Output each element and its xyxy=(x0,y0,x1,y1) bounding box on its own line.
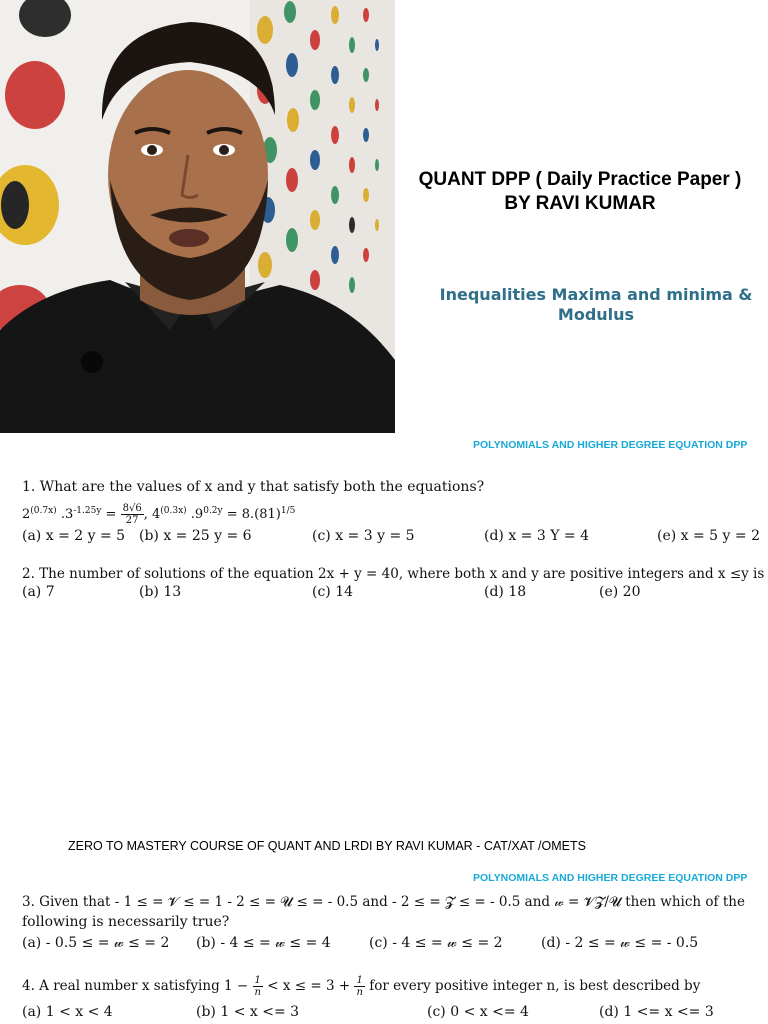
eq-sup: 1/5 xyxy=(280,506,296,516)
section-tag-top: POLYNOMIALS AND HIGHER DEGREE EQUATION DPP xyxy=(473,439,748,451)
q4-text-pre: 4. A real number x satisfying 1 − xyxy=(22,978,249,994)
q4-option-a: (a) 1 < x < 4 xyxy=(22,1004,113,1020)
q1-option-a: (a) x = 2 y = 5 xyxy=(22,528,126,544)
instructor-photo xyxy=(0,0,395,433)
instructor-photo-illustration xyxy=(0,0,395,433)
q2-option-c: (c) 14 xyxy=(312,584,354,600)
q3-option-d: (d) - 2 ≤ = 𝓌 ≤ = - 0.5 xyxy=(541,935,699,951)
frac-denominator: 27 xyxy=(125,515,139,526)
eq-sup: (0.7x) xyxy=(30,506,57,516)
frac-denominator: n xyxy=(356,987,363,998)
q4-option-d: (d) 1 <= x <= 3 xyxy=(599,1004,714,1020)
q2-option-d: (d) 18 xyxy=(484,584,527,600)
q2-option-a: (a) 7 xyxy=(22,584,55,600)
q1-option-e: (e) x = 5 y = 2 xyxy=(657,528,760,544)
q4-fraction-2 xyxy=(354,975,364,998)
q1-option-b: (b) x = 25 y = 6 xyxy=(139,528,252,544)
q4-text-mid: < x ≤ = 3 + xyxy=(267,978,355,994)
title-line-2: BY RAVI KUMAR xyxy=(504,193,656,214)
subtitle-line-2: Modulus xyxy=(557,305,635,324)
question-1-text: 1. What are the values of x and y that satisfy both the equations? xyxy=(22,479,485,495)
q1-option-c: (c) x = 3 y = 5 xyxy=(312,528,415,544)
question-4-text xyxy=(22,975,700,998)
q4-text-post: for every positive integer n, is best described by xyxy=(369,978,701,994)
eq-part: .9 xyxy=(186,507,204,522)
q4-option-b: (b) 1 < x <= 3 xyxy=(196,1004,300,1020)
q1-option-d: (d) x = 3 Y = 4 xyxy=(484,528,589,544)
eq-sup: -1.25y xyxy=(73,506,102,516)
section-tag-bottom: POLYNOMIALS AND HIGHER DEGREE EQUATION DPP xyxy=(473,872,748,884)
frac-numerator: 1 xyxy=(253,975,263,987)
q4-fraction-1 xyxy=(253,975,263,998)
eq-part: = 8.(81) xyxy=(222,507,281,522)
q2-option-b: (b) 13 xyxy=(139,584,182,600)
q4-option-c: (c) 0 < x <= 4 xyxy=(427,1004,529,1020)
frac-numerator: 8√6 xyxy=(122,503,142,514)
q2-option-e: (e) 20 xyxy=(599,584,641,600)
question-2-text: 2. The number of solutions of the equation 2x + y = 40, where both x and y are positive integers and x ≤y is xyxy=(22,566,765,582)
eq-part: = xyxy=(101,507,121,522)
eq-part: 2 xyxy=(22,507,31,522)
eq-part: .3 xyxy=(56,507,74,522)
frac-numerator: 1 xyxy=(354,975,364,987)
q3-option-b: (b) - 4 ≤ = 𝓌 ≤ = 4 xyxy=(196,935,331,951)
topic-subtitle xyxy=(430,285,762,325)
q3-option-c: (c) - 4 ≤ = 𝓌 ≤ = 2 xyxy=(369,935,503,951)
q3-option-a: (a) - 0.5 ≤ = 𝓌 ≤ = 2 xyxy=(22,935,170,951)
course-footer: ZERO TO MASTERY COURSE OF QUANT AND LRDI BY RAVI KUMAR - CAT/XAT /OMETS xyxy=(68,839,586,853)
frac-denominator: n xyxy=(254,987,261,998)
document-title xyxy=(400,168,760,216)
eq-sup: (0.3x) xyxy=(160,506,187,516)
subtitle-line-1: Inequalities Maxima and minima & xyxy=(439,285,753,304)
eq-sup: 0.2y xyxy=(203,506,223,516)
eq-part: , 4 xyxy=(143,507,161,522)
question-3-text-line-2: following is necessarily true? xyxy=(22,914,230,930)
question-1-equation xyxy=(22,502,295,526)
title-line-1: QUANT DPP ( Daily Practice Paper ) xyxy=(418,169,742,190)
eq-fraction xyxy=(121,503,144,526)
question-3-text-line-1: 3. Given that - 1 ≤ = 𝓥 ≤ = 1 - 2 ≤ = 𝓤 ≤ = - 0.5 and - 2 ≤ = 𝓩 ≤ = - 0.5 and 𝓌 = 𝓥𝓩/𝓤 then which of the xyxy=(22,894,745,910)
